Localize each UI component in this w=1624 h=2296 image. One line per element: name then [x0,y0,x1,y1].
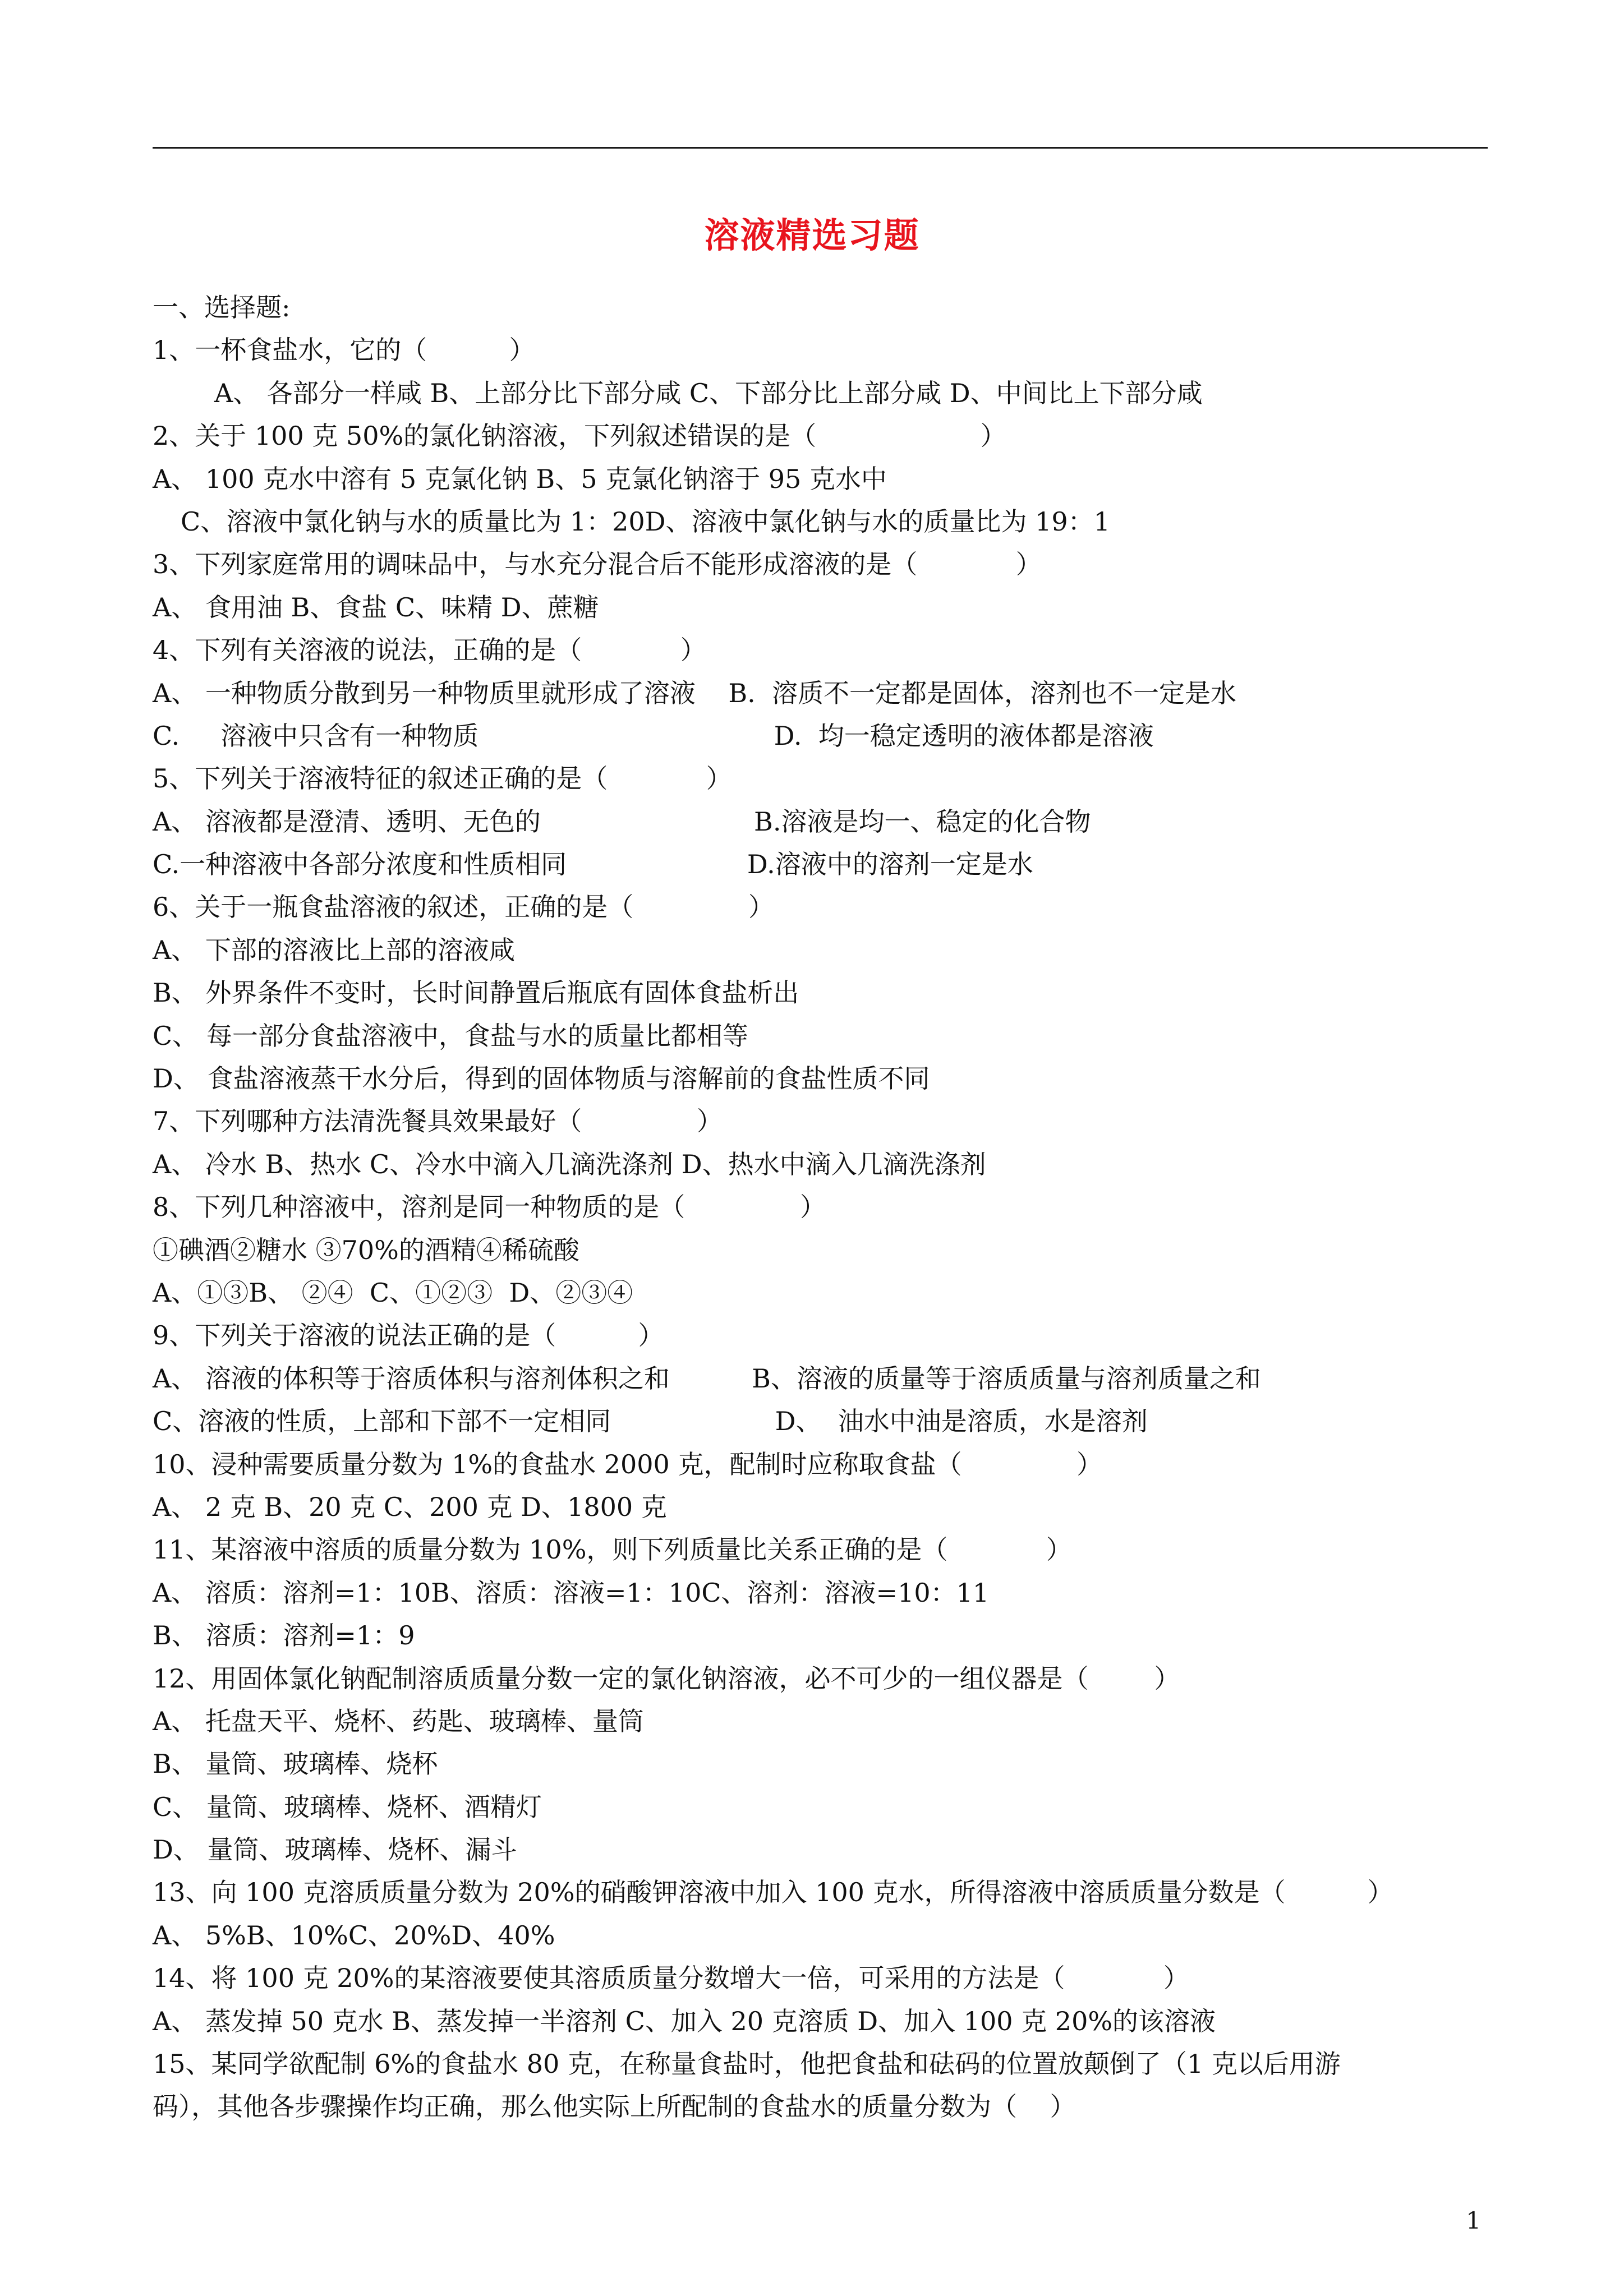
question-4-options-ab: A、 一种物质分散到另一种物质里就形成了溶液 B. 溶质不一定都是固体，溶剂也不一定是水 [153,677,1236,708]
question-3-options: A、 食用油 B、食盐 C、味精 D、蔗糖 [153,592,599,623]
question-11-options-b: B、 溶质：溶剂=1：9 [153,1620,415,1651]
question-2-options-ab: A、 100 克水中溶有 5 克氯化钠 B、5 克氯化钠溶于 95 克水中 [153,463,887,494]
question-5-options-ab: A、 溶液都是澄清、透明、无色的 B.溶液是均一、稳定的化合物 [153,806,1091,837]
question-6-option-a: A、 下部的溶液比上部的溶液咸 [153,934,515,965]
question-12-option-d: D、 量筒、玻璃棒、烧杯、漏斗 [153,1834,517,1865]
question-1: 1、一杯食盐水，它的（ ） [153,335,535,366]
question-8: 8、下列几种溶液中，溶剂是同一种物质的是（ ） [153,1192,826,1223]
question-7: 7、下列哪种方法清洗餐具效果最好（ ） [153,1106,723,1137]
question-15-line-2: 码），其他各步骤操作均正确，那么他实际上所配制的食盐水的质量分数为（ ） [153,2091,1076,2122]
question-3: 3、下列家庭常用的调味品中，与水充分混合后不能形成溶液的是（ ） [153,549,1042,580]
question-9-options-cd: C、溶液的性质，上部和下部不一定相同 D、 油水中油是溶质，水是溶剂 [153,1406,1148,1437]
question-8-options: A、①③B、 ②④ C、①②③ D、②③④ [153,1277,633,1308]
question-6-option-c: C、 每一部分食盐溶液中，食盐与水的质量比都相等 [153,1020,748,1051]
question-12-option-a: A、 托盘天平、烧杯、药匙、玻璃棒、量筒 [153,1705,644,1736]
question-13-options: A、 5%B、10%C、20%D、40% [153,1920,555,1951]
question-6: 6、关于一瓶食盐溶液的叙述，正确的是（ ） [153,892,774,923]
page-title: 溶液精选习题 [704,215,920,256]
question-4-options-cd: C. 溶液中只含有一种物质 D. 均一稳定透明的液体都是溶液 [153,720,1154,751]
question-9-options-ab: A、 溶液的体积等于溶质体积与溶剂体积之和 B、溶液的质量等于溶质质量与溶剂质量之和 [153,1363,1261,1394]
document-body [153,286,1493,2128]
question-4: 4、下列有关溶液的说法，正确的是（ ） [153,635,706,666]
question-10: 10、浸种需要质量分数为 1%的食盐水 2000 克，配制时应称取食盐（ ） [153,1449,1103,1479]
question-15-line-1: 15、某同学欲配制 6%的食盐水 80 克，在称量食盐时，他把食盐和砝码的位置放颠倒了（1 克以后用游 [153,2049,1341,2080]
question-6-option-b: B、 外界条件不变时，长时间静置后瓶底有固体食盐析出 [153,978,799,1008]
question-2-options-cd: C、溶液中氯化钠与水的质量比为 1：20D、溶液中氯化钠与水的质量比为 19：1 [181,506,1110,537]
question-5-options-cd: C.一种溶液中各部分浓度和性质相同 D.溶液中的溶剂一定是水 [153,849,1033,880]
header-rule [153,147,1488,149]
question-7-options: A、 冷水 B、热水 C、冷水中滴入几滴洗涤剂 D、热水中滴入几滴洗涤剂 [153,1149,986,1179]
question-12-option-c: C、 量筒、玻璃棒、烧杯、酒精灯 [153,1791,542,1822]
question-2: 2、关于 100 克 50%的氯化钠溶液，下列叙述错误的是（ ） [153,421,1006,451]
question-5: 5、下列关于溶液特征的叙述正确的是（ ） [153,763,732,794]
question-11-options-a: A、 溶质：溶剂=1：10B、溶质：溶液=1：10C、溶剂：溶液=10：11 [153,1577,990,1608]
question-10-options: A、 2 克 B、20 克 C、200 克 D、1800 克 [153,1491,667,1522]
page-number: 1 [1466,2207,1481,2234]
question-12-option-b: B、 量筒、玻璃棒、烧杯 [153,1749,438,1779]
question-11: 11、某溶液中溶质的质量分数为 10%，则下列质量比关系正确的是（ ） [153,1534,1072,1565]
question-12: 12、用固体氯化钠配制溶质质量分数一定的氯化钠溶液，必不可少的一组仪器是（ ） [153,1663,1180,1694]
section-heading: 一、选择题: [153,292,291,322]
question-8-items: ①碘酒②糖水 ③70%的酒精④稀硫酸 [153,1234,579,1265]
question-14-options: A、 蒸发掉 50 克水 B、蒸发掉一半溶剂 C、加入 20 克溶质 D、加入 100 克 20%的该溶液 [153,2005,1216,2036]
question-9: 9、下列关于溶液的说法正确的是（ ） [153,1320,664,1351]
question-13: 13、向 100 克溶质质量分数为 20%的硝酸钾溶液中加入 100 克水，所得溶液中溶质质量分数是（ ） [153,1877,1393,1908]
question-6-option-d: D、 食盐溶液蒸干水分后，得到的固体物质与溶解前的食盐性质不同 [153,1063,930,1094]
question-1-options: A、 各部分一样咸 B、上部分比下部分咸 C、下部分比上部分咸 D、中间比上下部分咸 [214,377,1203,408]
question-14: 14、将 100 克 20%的某溶液要使其溶质质量分数增大一倍，可采用的方法是（ ） [153,1963,1189,1994]
